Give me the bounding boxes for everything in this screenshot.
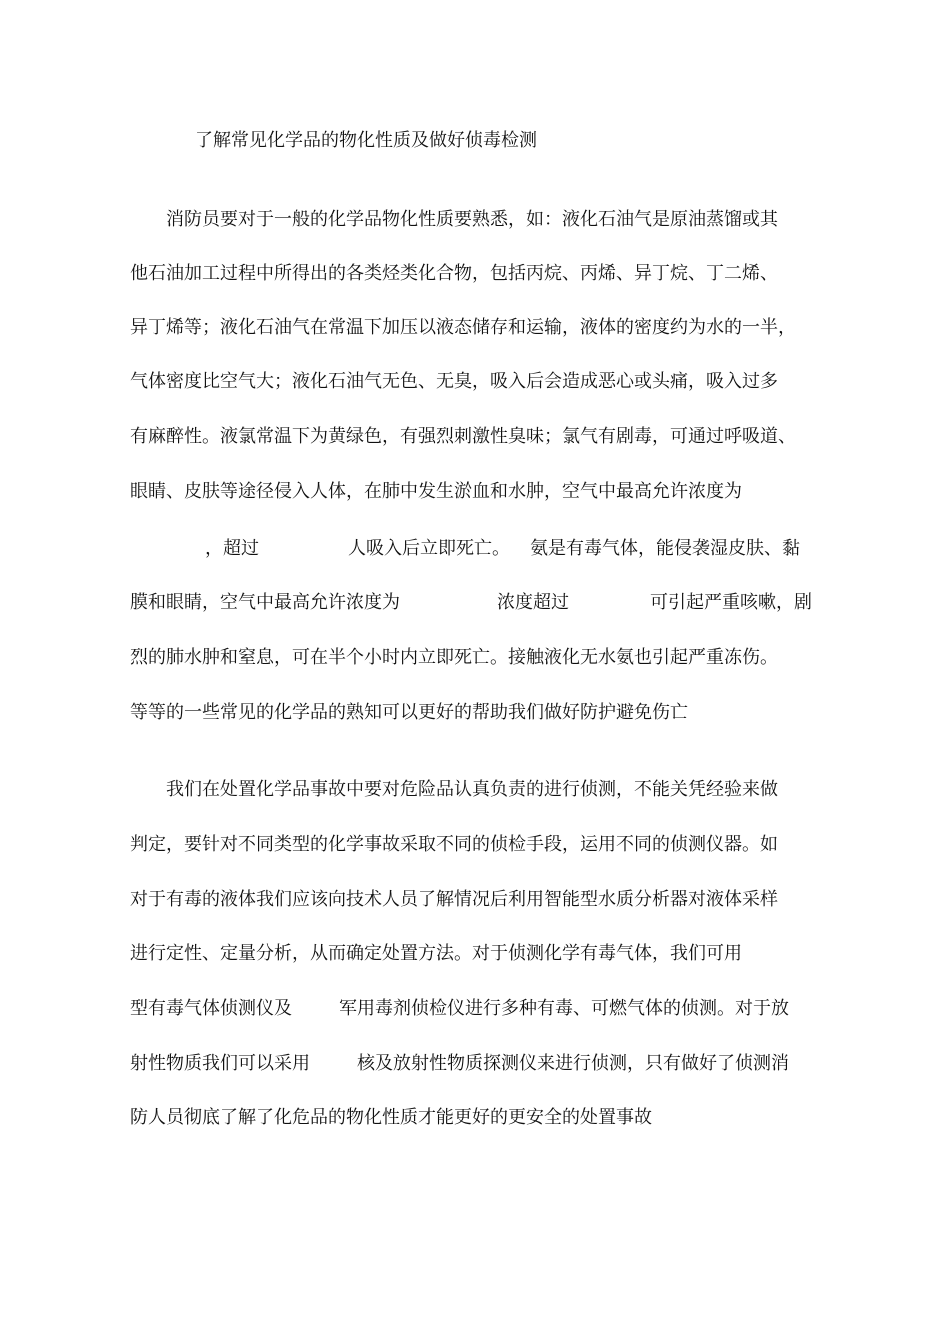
line-6-part-1: 射性物质我们可以采用 (130, 1053, 310, 1074)
paragraph-1-line-5: 有麻醉性。液氯常温下为黄绿色，有强烈刺激性臭味；氯气有剧毒，可通过呼吸道、 (130, 426, 796, 447)
line-8-part-3: 可引起严重咳嗽，剧 (650, 592, 812, 613)
paragraph-1-line-3: 异丁烯等；液化石油气在常温下加压以液态储存和运输，液体的密度约为水的一半， (130, 317, 796, 338)
paragraph-2-line-4: 进行定性、定量分析，从而确定处置方法。对于侦测化学有毒气体，我们可用 (130, 943, 742, 964)
paragraph-1-line-4: 气体密度比空气大；液化石油气无色、无臭，吸入后会造成恶心或头痛，吸入过多 (130, 371, 778, 392)
line-7-part-2: 人吸入后立即死亡。 (348, 538, 510, 559)
line-8-part-1: 膜和眼睛，空气中最高允许浓度为 (130, 592, 400, 613)
line-6-part-2: 核及放射性物质探测仪来进行侦测，只有做好了侦测消 (357, 1053, 789, 1074)
paragraph-1-line-10: 等等的一些常见的化学品的熟知可以更好的帮助我们做好防护避免伤亡 (130, 702, 688, 723)
paragraph-2-line-3: 对于有毒的液体我们应该向技术人员了解情况后利用智能型水质分析器对液体采样 (130, 889, 778, 910)
line-5-part-2: 军用毒剂侦检仪进行多种有毒、可燃气体的侦测。对于放 (339, 998, 789, 1019)
paragraph-1-line-9: 烈的肺水肿和窒息，可在半个小时内立即死亡。接触液化无水氨也引起严重冻伤。 (130, 647, 778, 668)
document-title: 了解常见化学品的物化性质及做好侦毒检测 (195, 130, 537, 151)
paragraph-2-line-2: 判定，要针对不同类型的化学事故采取不同的侦检手段，运用不同的侦测仪器。如 (130, 834, 778, 855)
paragraph-2-line-1: 我们在处置化学品事故中要对危险品认真负责的进行侦测，不能关凭经验来做 (166, 779, 778, 800)
paragraph-1-line-6: 眼睛、皮肤等途径侵入人体，在肺中发生淤血和水肿，空气中最高允许浓度为 (130, 481, 742, 502)
line-7-part-3: 氨是有毒气体，能侵袭湿皮肤、黏 (530, 538, 800, 559)
paragraph-1-line-1: 消防员要对于一般的化学品物化性质要熟悉，如：液化石油气是原油蒸馏或其 (166, 209, 778, 230)
line-8-part-2: 浓度超过 (497, 592, 569, 613)
paragraph-1-line-2: 他石油加工过程中所得出的各类烃类化合物，包括丙烷、丙烯、异丁烷、丁二烯、 (130, 263, 778, 284)
line-7-part-1: ，超过 (205, 538, 259, 559)
line-5-part-1: 型有毒气体侦测仪及 (130, 998, 292, 1019)
paragraph-2-line-7: 防人员彻底了解了化危品的物化性质才能更好的更安全的处置事故 (130, 1107, 652, 1128)
